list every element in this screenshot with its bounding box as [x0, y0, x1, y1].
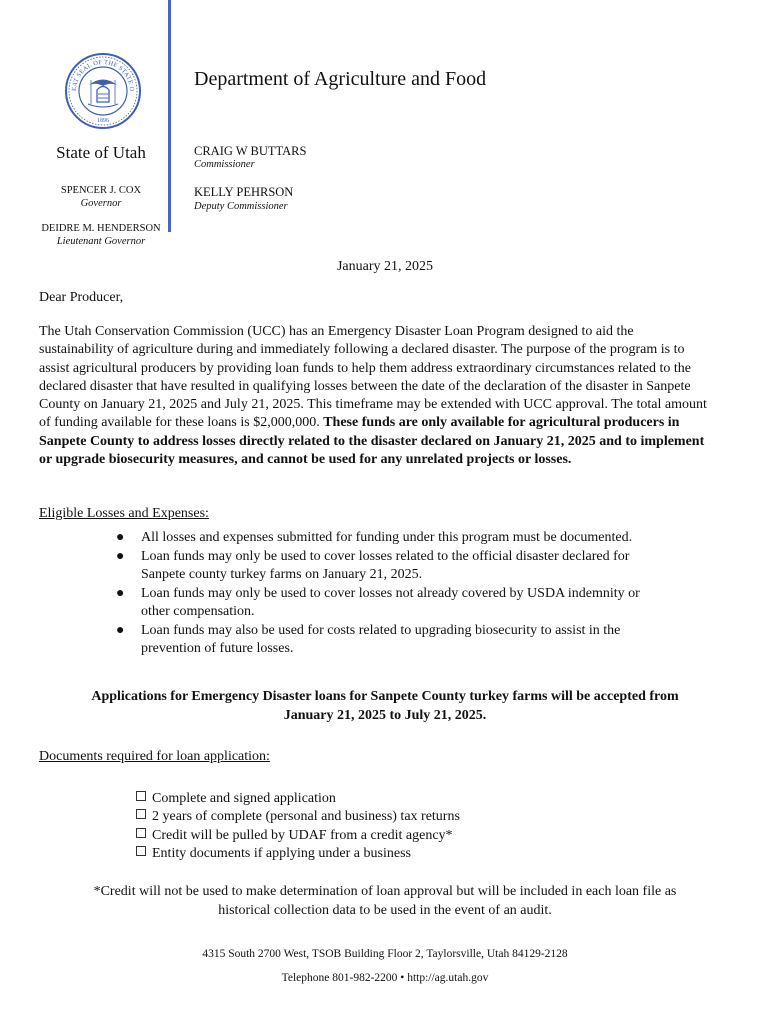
list-item [0, 529, 641, 548]
credit-note-line-1: *Credit will not be used to make determination of loan approval but will be included in each loan file as [93, 884, 677, 899]
seal-year: 1896 [97, 118, 109, 124]
greeting: Dear Producer, [39, 290, 124, 305]
documents-heading: Documents required for loan application: [39, 749, 270, 764]
list-item-text: Credit will be pulled by UDAF from a credit agency* [152, 827, 453, 843]
credit-note [0, 882, 770, 920]
deputy-title: Deputy Commissioner [194, 201, 288, 212]
list-item-text: All losses and expenses submitted for funding under this program must be documented. [141, 530, 633, 545]
bullet-icon: ● [116, 548, 125, 564]
list-item-text: Loan funds may only be used to cover losses not already covered by USDA indemnity or other compensation. [141, 585, 640, 619]
body-text: The Utah Conservation Commission (UCC) has an Emergency Disaster Loan Program designed to aid the sustainability of agriculture during and immediately following a declared disaster. The purpose of the program is to assist agricultural producers by providing loan funds to help them address extraordinary circumstances related to the declared disaster that have resulted in qualifying losses between the date of the declaration of the disaster in Sanpete County on January 21, 2025 and July 21, 2025. This timeframe may be extended with UCC approval. The total amount of funding available for these loans is $2,000,000. [39, 324, 707, 431]
commissioner-title: Commissioner [194, 159, 255, 170]
bullet-icon: ● [116, 585, 125, 601]
list-item [0, 622, 641, 659]
list-item-text: Loan funds may also be used for costs related to upgrading biosecurity to assist in the prevention of future losses. [141, 622, 621, 656]
body-bold-text: These funds are only available for agricultural producers in Sanpete County to address losses directly related to the disaster declared on January 21, 2025 and to implement or upgrade biosecurity measures, and cannot be used for any unrelated projects or losses. [39, 415, 705, 468]
list-item [136, 827, 460, 845]
credit-note-line-2: historical collection data to be used in the event of an audit. [218, 903, 552, 918]
bullet-icon: ● [116, 530, 125, 545]
seal-text: EAT SEAL OF THE STATE O [70, 58, 136, 92]
checkbox-icon [136, 828, 146, 838]
list-item-text: Complete and signed application [152, 791, 336, 806]
list-item-text: Entity documents if applying under a business [152, 845, 411, 861]
lt-governor-name: DEIDRE M. HENDERSON [41, 223, 161, 234]
eligible-list [0, 529, 770, 659]
list-item [136, 808, 460, 826]
list-item [0, 585, 641, 622]
checkbox-icon [136, 791, 146, 801]
footer-contact: Telephone 801-982-2200 • http://ag.utah.gov [281, 972, 489, 984]
state-name: State of Utah [56, 143, 146, 162]
body-paragraph [39, 323, 707, 469]
footer-address: 4315 South 2700 West, TSOB Building Floor 2, Taylorsville, Utah 84129-2128 [202, 948, 568, 960]
department-name: Department of Agriculture and Food [194, 68, 487, 90]
list-item-text: Loan funds may only be used to cover losses related to the official disaster declared for Sanpete county turkey farms on January 21, 2025. [141, 548, 630, 582]
lt-governor-title: Lieutenant Governor [56, 236, 146, 247]
eligible-heading: Eligible Losses and Expenses: [39, 506, 209, 521]
deputy-name: KELLY PEHRSON [194, 185, 294, 199]
governor-name: SPENCER J. COX [60, 185, 142, 196]
checkbox-icon [136, 809, 146, 819]
list-item-text: 2 years of complete (personal and business) tax returns [152, 809, 460, 825]
applications-line-1: Applications for Emergency Disaster loans for Sanpete County turkey farms will be accepted from [91, 689, 679, 704]
governor-title: Governor [80, 198, 122, 209]
commissioner-name: CRAIG W BUTTARS [194, 144, 307, 158]
letter-date: January 21, 2025 [336, 259, 434, 274]
utah-state-seal [64, 52, 142, 130]
list-item [0, 548, 641, 585]
checkbox-icon [136, 846, 146, 856]
bullet-icon: ● [116, 622, 125, 638]
applications-notice [0, 687, 770, 725]
list-item [136, 845, 460, 863]
applications-line-2: January 21, 2025 to July 21, 2025. [283, 708, 487, 723]
list-item [136, 790, 460, 808]
documents-list [136, 790, 460, 863]
